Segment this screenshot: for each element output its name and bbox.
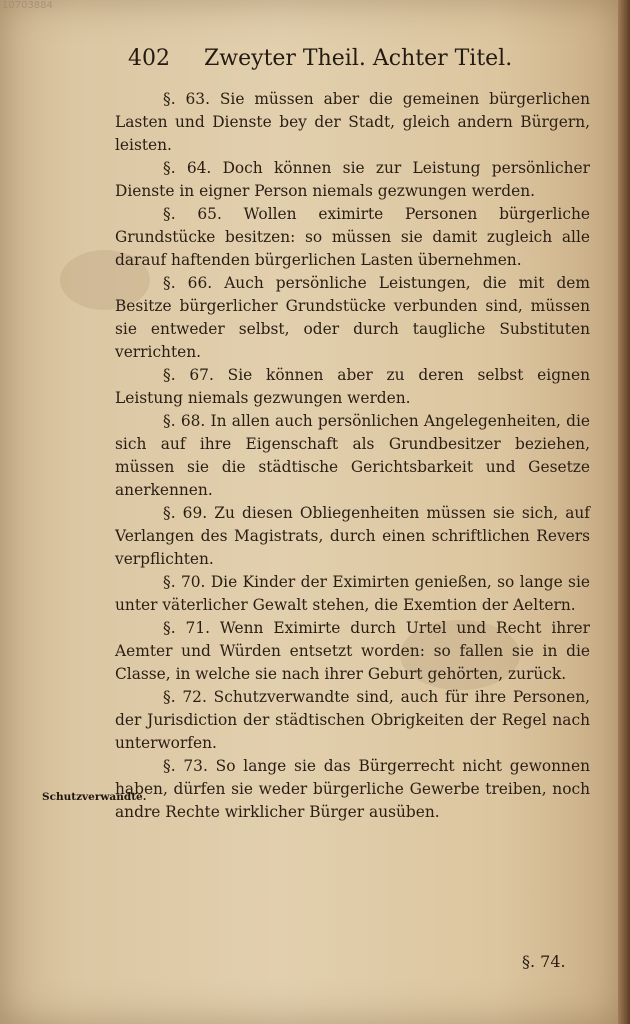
- paragraph-65: §. 65. Wollen eximirte Personen bürgerliche Grundstücke besitzen: so müssen sie damit zugleich alle darauf haftenden bürgerlichen Lasten übernehmen.: [115, 205, 590, 269]
- library-mark: 10703884: [2, 0, 53, 11]
- paragraph-71: §. 71. Wenn Eximirte durch Urtel und Recht ihrer Aemter und Würden entsetzt worden: so fallen sie in die Classe, in welche sie nach ihrer Geburt gehörten, zurück.: [115, 619, 590, 683]
- paragraph-68: §. 68. In allen auch persönlichen Angelegenheiten, die sich auf ihre Eigenschaft als Grundbesitzer beziehen, müssen sie die städtische Gerichtsbarkeit und Gesetze anerkennen.: [115, 412, 590, 499]
- page-number: 402: [128, 46, 170, 71]
- body-text: [115, 88, 590, 824]
- page-edge: [618, 0, 630, 1024]
- page-header: [128, 44, 528, 78]
- catchword: §. 74.: [522, 952, 566, 971]
- paragraph-67: §. 67. Sie können aber zu deren selbst eignen Leistung niemals gezwungen werden.: [115, 366, 590, 407]
- paragraph-70: §. 70. Die Kinder der Eximirten genießen, so lange sie unter väterlicher Gewalt stehen, die Exemtion der Aeltern.: [115, 573, 590, 614]
- paragraph-69: §. 69. Zu diesen Obliegenheiten müssen sie sich, auf Verlangen des Magistrats, durch einen schriftlichen Revers verpflichten.: [115, 504, 590, 568]
- paragraph-63: §. 63. Sie müssen aber die gemeinen bürgerlichen Lasten und Dienste bey der Stadt, gleich andern Bürgern, leisten.: [115, 90, 590, 154]
- paragraph-73: §. 73. So lange sie das Bürgerrecht nicht gewonnen haben, dürfen sie weder bürgerliche Gewerbe treiben, noch andre Rechte wirklicher Bürger ausüben.: [115, 757, 590, 821]
- paragraph-72: §. 72. Schutzverwandte sind, auch für ihre Personen, der Jurisdiction der städtischen Obrigkeiten der Regel nach unterworfen.: [115, 688, 590, 752]
- margin-note: Schutzverwandte.: [42, 791, 147, 803]
- running-title: Zweyter Theil. Achter Titel.: [204, 46, 513, 71]
- paragraph-66: §. 66. Auch persönliche Leistungen, die mit dem Besitze bürgerlicher Grundstücke verbunden sind, müssen sie entweder selbst, oder durch taugliche Substituten verrichten.: [115, 274, 590, 361]
- paragraph-64: §. 64. Doch können sie zur Leistung persönlicher Dienste in eigner Person niemals gezwungen werden.: [115, 159, 590, 200]
